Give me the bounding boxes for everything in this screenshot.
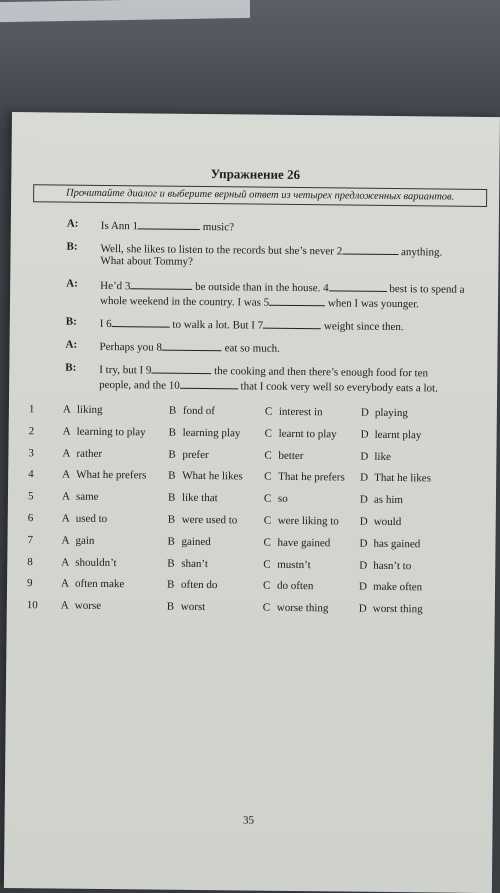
answer-blank-9[interactable]	[151, 362, 211, 374]
option-letter: C	[263, 536, 271, 549]
speaker-label: B:	[65, 315, 77, 328]
option-c[interactable]	[263, 536, 330, 549]
option-text: learnt play	[374, 428, 422, 442]
option-letter: B	[166, 600, 175, 613]
speaker-label: B:	[65, 361, 77, 374]
dialogue-line: Well, she likes to listen to the records but she’s never 2 anything.	[100, 242, 443, 259]
option-d[interactable]	[360, 516, 402, 528]
option-c[interactable]	[265, 406, 323, 419]
question-number: 6	[27, 512, 34, 525]
option-letter: D	[358, 602, 367, 615]
dialogue-line: whole weekend in the country. I was 5 when I was younger.	[99, 294, 419, 311]
question-number: 10	[26, 599, 38, 612]
option-letter: D	[359, 515, 368, 528]
option-text: same	[75, 490, 99, 504]
option-text: That he likes	[374, 472, 432, 485]
option-b[interactable]	[168, 492, 218, 505]
speaker-label: A:	[66, 217, 79, 230]
dialogue-line: What about Tommy?	[100, 254, 194, 268]
answer-blank-4[interactable]	[329, 280, 387, 292]
option-letter: A	[62, 403, 71, 416]
option-b[interactable]	[167, 557, 208, 569]
option-letter: B	[166, 579, 175, 592]
option-a[interactable]	[61, 578, 124, 591]
option-text: hasn’t to	[373, 559, 412, 572]
option-letter: C	[263, 492, 272, 505]
option-text: do often	[276, 580, 314, 593]
option-d[interactable]	[359, 603, 423, 616]
option-text: often do	[180, 579, 218, 592]
exercise-title: Упражнение 26	[210, 166, 301, 183]
answer-blank-2[interactable]	[342, 243, 398, 255]
option-c[interactable]	[264, 471, 345, 484]
option-a[interactable]	[62, 447, 102, 459]
option-row	[8, 447, 496, 472]
option-d[interactable]	[360, 472, 431, 485]
option-letter: B	[168, 448, 176, 461]
option-row	[7, 534, 495, 559]
answer-blank-6[interactable]	[112, 316, 170, 328]
option-letter: D	[359, 559, 368, 572]
speaker-label: B:	[66, 240, 78, 253]
option-text: would	[373, 515, 402, 529]
option-letter: B	[167, 535, 175, 548]
dialogue-line: people, and the 10 that I cook very well so everybody eats a lot.	[99, 378, 438, 395]
dialogue-line: He’d 3 be outside than in the house. 4 best is to spend a	[100, 279, 465, 296]
question-number: 8	[27, 555, 33, 568]
answer-blank-8[interactable]	[162, 340, 222, 352]
option-letter: A	[60, 599, 69, 612]
option-d[interactable]	[360, 450, 391, 462]
option-row	[7, 599, 495, 624]
option-d[interactable]	[359, 559, 411, 572]
option-letter: A	[61, 512, 70, 525]
option-letter: B	[168, 470, 176, 483]
option-text: shan’t	[181, 557, 209, 570]
option-letter: A	[61, 490, 70, 503]
question-number: 2	[28, 424, 35, 438]
option-text: prefer	[182, 448, 209, 461]
option-row	[7, 556, 495, 581]
option-b[interactable]	[167, 535, 210, 547]
option-row	[7, 577, 495, 602]
option-text: like that	[181, 491, 218, 505]
option-b[interactable]	[169, 426, 241, 439]
option-text: gained	[181, 535, 211, 548]
option-a[interactable]	[61, 534, 94, 546]
option-text: better	[278, 449, 304, 462]
option-text: worst	[180, 600, 206, 614]
page-number: 35	[243, 814, 255, 827]
option-row	[9, 403, 497, 428]
option-text: worst thing	[372, 602, 423, 616]
question-number: 4	[28, 468, 34, 481]
answer-blank-7[interactable]	[263, 318, 321, 330]
option-letter: C	[262, 580, 271, 593]
option-a[interactable]	[61, 556, 116, 569]
option-text: gain	[75, 534, 95, 547]
question-number: 7	[27, 533, 34, 547]
question-number: 9	[26, 577, 33, 590]
option-text: so	[277, 492, 288, 506]
option-text: learnt to play	[278, 427, 337, 441]
option-text: fond of	[182, 404, 216, 418]
option-d[interactable]	[361, 407, 408, 419]
option-a[interactable]	[62, 513, 108, 525]
option-d[interactable]	[361, 428, 422, 441]
exercise-instruction: Прочитайте диалог и выберите верный ответ из четырех предложенных вариантов.	[33, 184, 487, 207]
option-a[interactable]	[63, 425, 146, 438]
option-text: worse	[74, 599, 102, 613]
option-letter: C	[264, 449, 272, 462]
option-text: playing	[374, 406, 408, 420]
option-d[interactable]	[359, 581, 422, 594]
option-text: What he likes	[182, 470, 243, 483]
option-a[interactable]	[62, 491, 99, 503]
dialogue-line: Perhaps you 8 eat so much.	[99, 340, 280, 355]
option-letter: D	[359, 493, 368, 506]
option-row	[8, 512, 496, 537]
option-text: mustn’t	[277, 558, 311, 571]
option-text: shouldn’t	[75, 556, 117, 569]
option-letter: C	[263, 514, 272, 527]
option-letter: A	[62, 425, 71, 438]
answer-blank-5[interactable]	[269, 295, 325, 307]
option-letter: C	[264, 471, 272, 484]
dialogue-line: I try, but I 9 the cooking and then there’s enough food for ten	[99, 363, 429, 380]
option-text: make often	[372, 581, 423, 594]
option-letter: C	[264, 427, 273, 440]
option-letter: D	[360, 428, 369, 441]
option-text: has gained	[373, 537, 421, 551]
option-letter: B	[168, 426, 177, 439]
option-letter: C	[264, 405, 273, 418]
speaker-label: A:	[66, 277, 78, 290]
option-c[interactable]	[264, 515, 339, 528]
option-letter: B	[168, 404, 177, 417]
option-a[interactable]	[61, 600, 101, 612]
option-letter: A	[60, 577, 70, 591]
option-c[interactable]	[264, 493, 288, 505]
option-letter: D	[360, 450, 369, 463]
speaker-label: A:	[65, 338, 78, 351]
option-b[interactable]	[169, 405, 215, 417]
option-text: as him	[373, 493, 404, 507]
option-letter: C	[263, 558, 271, 571]
option-letter: D	[360, 406, 369, 419]
option-text: interest in	[278, 405, 323, 419]
question-number: 5	[27, 490, 34, 503]
option-c[interactable]	[263, 580, 313, 593]
answer-blank-10[interactable]	[180, 378, 238, 390]
option-d[interactable]	[360, 494, 403, 506]
option-text: learning to play	[76, 425, 146, 439]
dialogue-line: I 6 to walk a lot. But I 7 weight since then.	[99, 317, 404, 334]
option-text: often make	[74, 578, 125, 591]
option-a[interactable]	[62, 469, 146, 482]
option-letter: A	[61, 534, 70, 547]
option-text: like	[374, 450, 391, 463]
question-number: 1	[28, 403, 35, 416]
option-letter: D	[358, 581, 368, 594]
dialogue-line: Is Ann 1 music?	[100, 219, 235, 234]
option-letter: A	[61, 556, 70, 569]
option-c[interactable]	[263, 602, 329, 615]
option-d[interactable]	[359, 537, 420, 550]
option-row	[9, 425, 497, 450]
option-b[interactable]	[168, 470, 243, 483]
option-b[interactable]	[168, 514, 238, 527]
option-b[interactable]	[167, 601, 206, 613]
option-text: liking	[76, 403, 103, 416]
option-text: rather	[76, 447, 103, 460]
option-letter: B	[167, 557, 175, 570]
option-c[interactable]	[264, 449, 303, 461]
option-text: were used to	[181, 513, 238, 527]
option-text: used to	[75, 512, 108, 526]
option-text: learning play	[182, 426, 241, 440]
option-letter: D	[360, 472, 369, 485]
option-b[interactable]	[168, 448, 208, 460]
option-letter: A	[62, 468, 71, 482]
answer-blank-3[interactable]	[130, 278, 192, 290]
option-text: That he prefers	[278, 471, 345, 484]
option-text: have gained	[277, 536, 331, 550]
answer-blank-1[interactable]	[138, 218, 200, 230]
option-letter: B	[167, 513, 176, 526]
option-a[interactable]	[63, 404, 103, 416]
option-text: were liking to	[277, 514, 339, 528]
option-letter: A	[62, 447, 71, 460]
option-c[interactable]	[263, 558, 311, 570]
option-text: What he prefers	[76, 469, 147, 482]
textbook-page	[4, 112, 500, 893]
question-number: 3	[28, 446, 34, 459]
option-row	[8, 468, 496, 493]
option-letter: B	[167, 491, 176, 504]
option-letter: C	[262, 601, 271, 614]
option-text: worse thing	[276, 601, 329, 615]
option-letter: D	[359, 537, 368, 550]
option-row	[8, 490, 496, 515]
option-b[interactable]	[167, 579, 217, 592]
option-c[interactable]	[265, 427, 337, 440]
